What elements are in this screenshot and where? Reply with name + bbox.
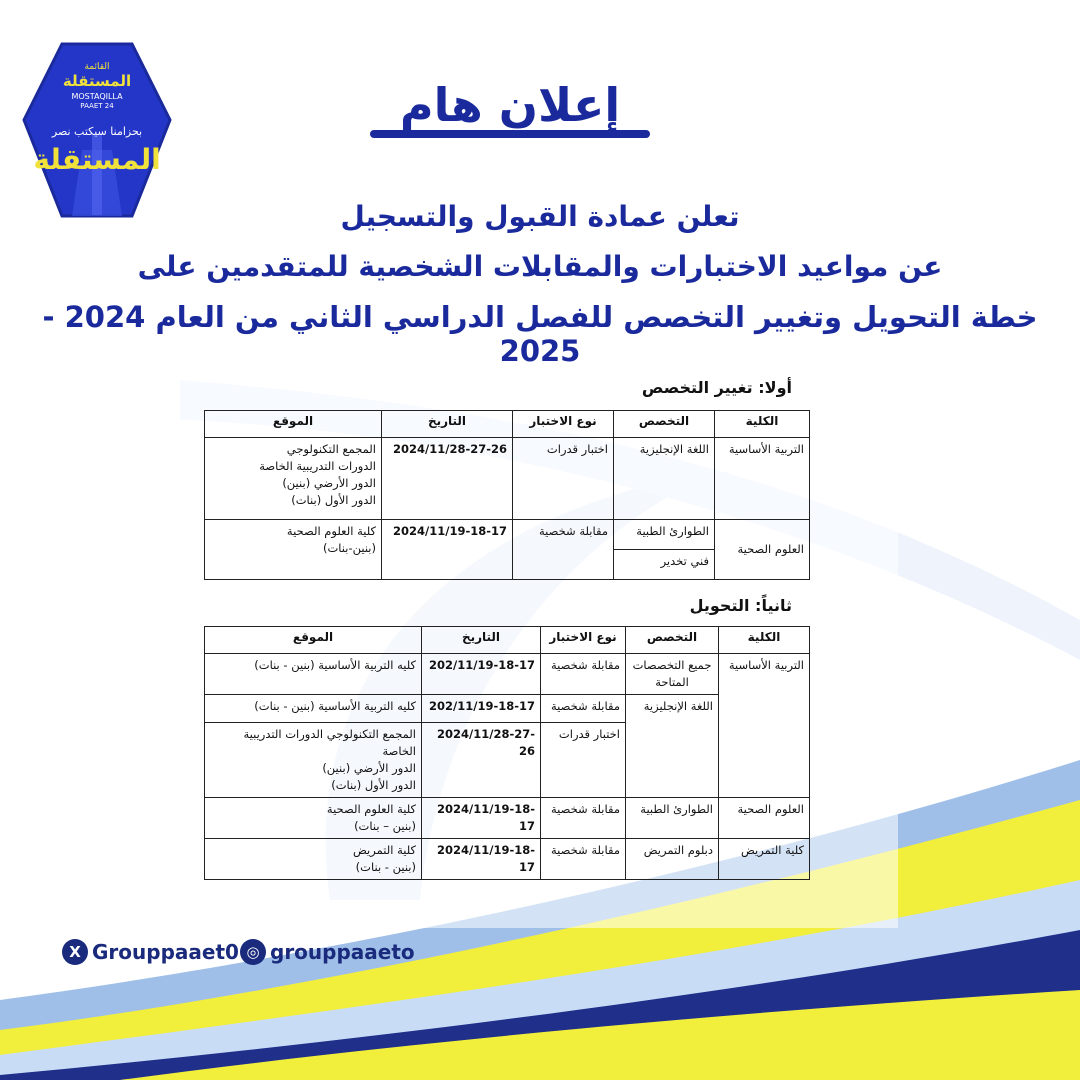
cell-date: 2024/11/19-18-17 bbox=[422, 798, 541, 839]
cell-test: اختبار قدرات bbox=[513, 438, 614, 520]
col-date: التاريخ bbox=[382, 411, 513, 438]
col-location: الموقع bbox=[205, 627, 422, 654]
cell-date: 2024/11/28-27-26 bbox=[422, 723, 541, 798]
col-college: الكلية bbox=[715, 411, 810, 438]
cell-date: 2024/11/19-18-17 bbox=[422, 839, 541, 880]
location-line: الدور الأرضي (بنين) bbox=[282, 476, 376, 490]
cell-test: مقابلة شخصية bbox=[541, 839, 626, 880]
cell-college: العلوم الصحية bbox=[719, 798, 810, 839]
section-title-change-major: أولا: تغيير التخصص bbox=[641, 378, 792, 397]
cell-date: 202/11/19-18-17 bbox=[422, 695, 541, 723]
cell-location: كليه التربية الأساسية (بنين - بنات) bbox=[205, 654, 422, 695]
cell-major: الطوارئ الطبية bbox=[614, 520, 715, 550]
col-test-type: نوع الاختبار bbox=[541, 627, 626, 654]
col-college: الكلية bbox=[719, 627, 810, 654]
transfer-table bbox=[204, 626, 810, 880]
cell-location bbox=[205, 839, 422, 880]
cell-major: دبلوم التمريض bbox=[626, 839, 719, 880]
location-line: المجمع التكنولوجي bbox=[286, 442, 376, 456]
logo-line1: القائمة bbox=[84, 62, 110, 72]
cell-major: الطوارئ الطبية bbox=[626, 798, 719, 839]
location-line: المجمع التكنولوجي الدورات التدريبية bbox=[243, 727, 416, 741]
col-date: التاريخ bbox=[422, 627, 541, 654]
cell-test: اختبار قدرات bbox=[541, 723, 626, 798]
cell-date: 2024/11/19-18-17 bbox=[382, 520, 513, 580]
cell-location bbox=[205, 798, 422, 839]
cell-location bbox=[205, 438, 382, 520]
cell-college: كلية التمريض bbox=[719, 839, 810, 880]
location-line: الخاصة bbox=[382, 744, 416, 758]
social-x[interactable] bbox=[62, 938, 239, 966]
cell-test: مقابلة شخصية bbox=[541, 695, 626, 723]
instagram-icon: ◎ bbox=[240, 939, 266, 965]
location-line: كلية التمريض bbox=[352, 843, 416, 857]
table-header-row bbox=[205, 411, 810, 438]
cell-major: اللغة الإنجليزية bbox=[626, 695, 719, 798]
logo-name: المستقلة bbox=[33, 143, 161, 176]
cell-test: مقابلة شخصية bbox=[541, 654, 626, 695]
cell-college: التربية الأساسية bbox=[719, 654, 810, 798]
location-line: الدور الأرضي (بنين) bbox=[322, 761, 416, 775]
cell-date: 202/11/19-18-17 bbox=[422, 654, 541, 695]
announcement-line-3: خطة التحويل وتغيير التخصص للفصل الدراسي الثاني من العام 2024 - 2025 bbox=[42, 300, 1038, 368]
logo-tagline: بحزامنا سيكتب نصر bbox=[51, 125, 143, 138]
table-row bbox=[205, 839, 810, 880]
cell-college: العلوم الصحية bbox=[715, 520, 810, 580]
logo-line3: MOSTAQILLA bbox=[71, 92, 123, 101]
cell-college: التربية الأساسية bbox=[715, 438, 810, 520]
location-line: الدور الأول (بنات) bbox=[291, 493, 376, 507]
social-instagram[interactable] bbox=[240, 938, 415, 966]
cell-test: مقابلة شخصية bbox=[541, 798, 626, 839]
change-major-table bbox=[204, 410, 810, 580]
location-line: (بنين – بنات) bbox=[354, 819, 416, 833]
table-row bbox=[205, 798, 810, 839]
col-location: الموقع bbox=[205, 411, 382, 438]
cell-major: اللغة الإنجليزية bbox=[614, 438, 715, 520]
location-line: (بنين - بنات) bbox=[355, 860, 416, 874]
col-major: التخصص bbox=[626, 627, 719, 654]
cell-location bbox=[205, 520, 382, 580]
x-icon: X bbox=[62, 939, 88, 965]
cell-test: مقابلة شخصية bbox=[513, 520, 614, 580]
x-handle[interactable]: Grouppaaet0 bbox=[92, 940, 239, 964]
location-line: الدورات التدريبية الخاصة bbox=[259, 459, 376, 473]
cell-location: كليه التربية الأساسية (بنين - بنات) bbox=[205, 695, 422, 723]
logo-line2: المستقلة bbox=[62, 72, 132, 90]
cell-date: 2024/11/28-27-26 bbox=[382, 438, 513, 520]
cell-location bbox=[205, 723, 422, 798]
table-row bbox=[205, 520, 810, 550]
section-title-transfer: ثانياً: التحويل bbox=[689, 596, 792, 615]
instagram-handle[interactable]: grouppaaeto bbox=[270, 940, 415, 964]
announcement-line-1: تعلن عمادة القبول والتسجيل bbox=[340, 200, 740, 233]
cell-major: فني تخدير bbox=[614, 550, 715, 580]
logo-line4: PAAET 24 bbox=[80, 102, 114, 110]
col-test-type: نوع الاختبار bbox=[513, 411, 614, 438]
location-line: كلية العلوم الصحية bbox=[326, 802, 416, 816]
location-line: كلية العلوم الصحية bbox=[286, 524, 376, 538]
table-row bbox=[205, 438, 810, 520]
table-header-row bbox=[205, 627, 810, 654]
cell-major: جميع التخصصات المتاحة bbox=[626, 654, 719, 695]
announcement-line-2: عن مواعيد الاختبارات والمقابلات الشخصية للمتقدمين على bbox=[137, 250, 943, 283]
table-row bbox=[205, 654, 810, 695]
location-line: الدور الأول (بنات) bbox=[331, 778, 416, 792]
location-line: (بنين-بنات) bbox=[322, 541, 376, 555]
col-major: التخصص bbox=[614, 411, 715, 438]
page-title: إعلان هام bbox=[399, 78, 621, 132]
